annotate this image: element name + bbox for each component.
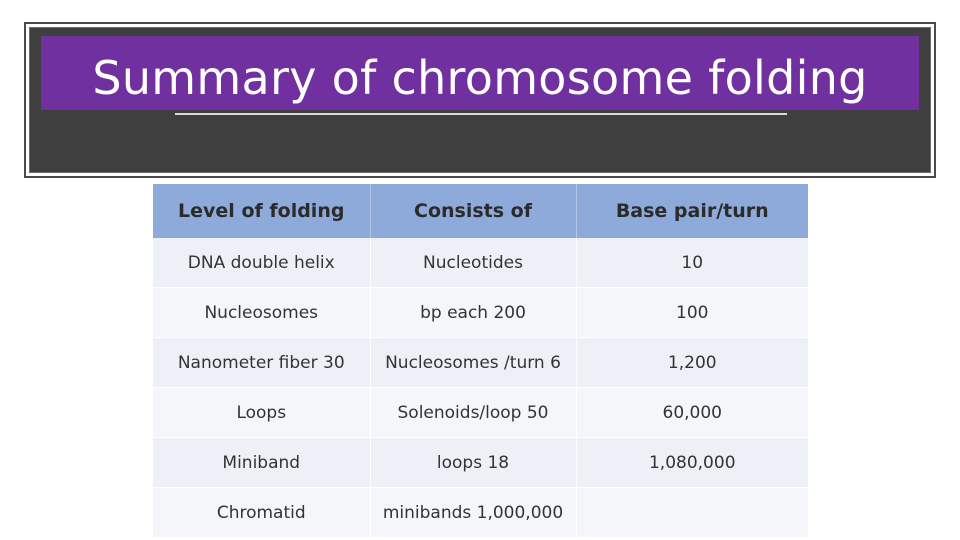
cell-consists: bp each 200 [370,288,576,338]
cell-base-pairs: 1,200 [576,338,808,388]
table-row [153,338,808,388]
header-consists-of: Consists of [370,184,576,238]
cell-level: Loops [153,388,370,438]
slide-title: Summary of chromosome folding [92,51,868,105]
header-level-of-folding: Level of folding [153,184,370,238]
cell-level: Chromatid [153,488,370,538]
folding-table-container [153,184,808,528]
cell-level: Nanometer fiber 30 [153,338,370,388]
table-header-row [153,184,808,238]
cell-consists: minibands 1,000,000 [370,488,576,538]
cell-level: Nucleosomes [153,288,370,338]
cell-base-pairs [576,488,808,538]
cell-level: DNA double helix [153,238,370,288]
table-row [153,488,808,538]
table-row [153,388,808,438]
table-row [153,238,808,288]
folding-table [153,184,808,538]
cell-base-pairs: 100 [576,288,808,338]
table-row [153,288,808,338]
header-base-pair-turn: Base pair/turn [576,184,808,238]
title-underline [175,113,787,115]
cell-consists: Solenoids/loop 50 [370,388,576,438]
cell-level: Miniband [153,438,370,488]
cell-consists: Nucleosomes /turn 6 [370,338,576,388]
cell-base-pairs: 1,080,000 [576,438,808,488]
cell-base-pairs: 60,000 [576,388,808,438]
cell-consists: Nucleotides [370,238,576,288]
cell-consists: loops 18 [370,438,576,488]
cell-base-pairs: 10 [576,238,808,288]
table-row [153,438,808,488]
